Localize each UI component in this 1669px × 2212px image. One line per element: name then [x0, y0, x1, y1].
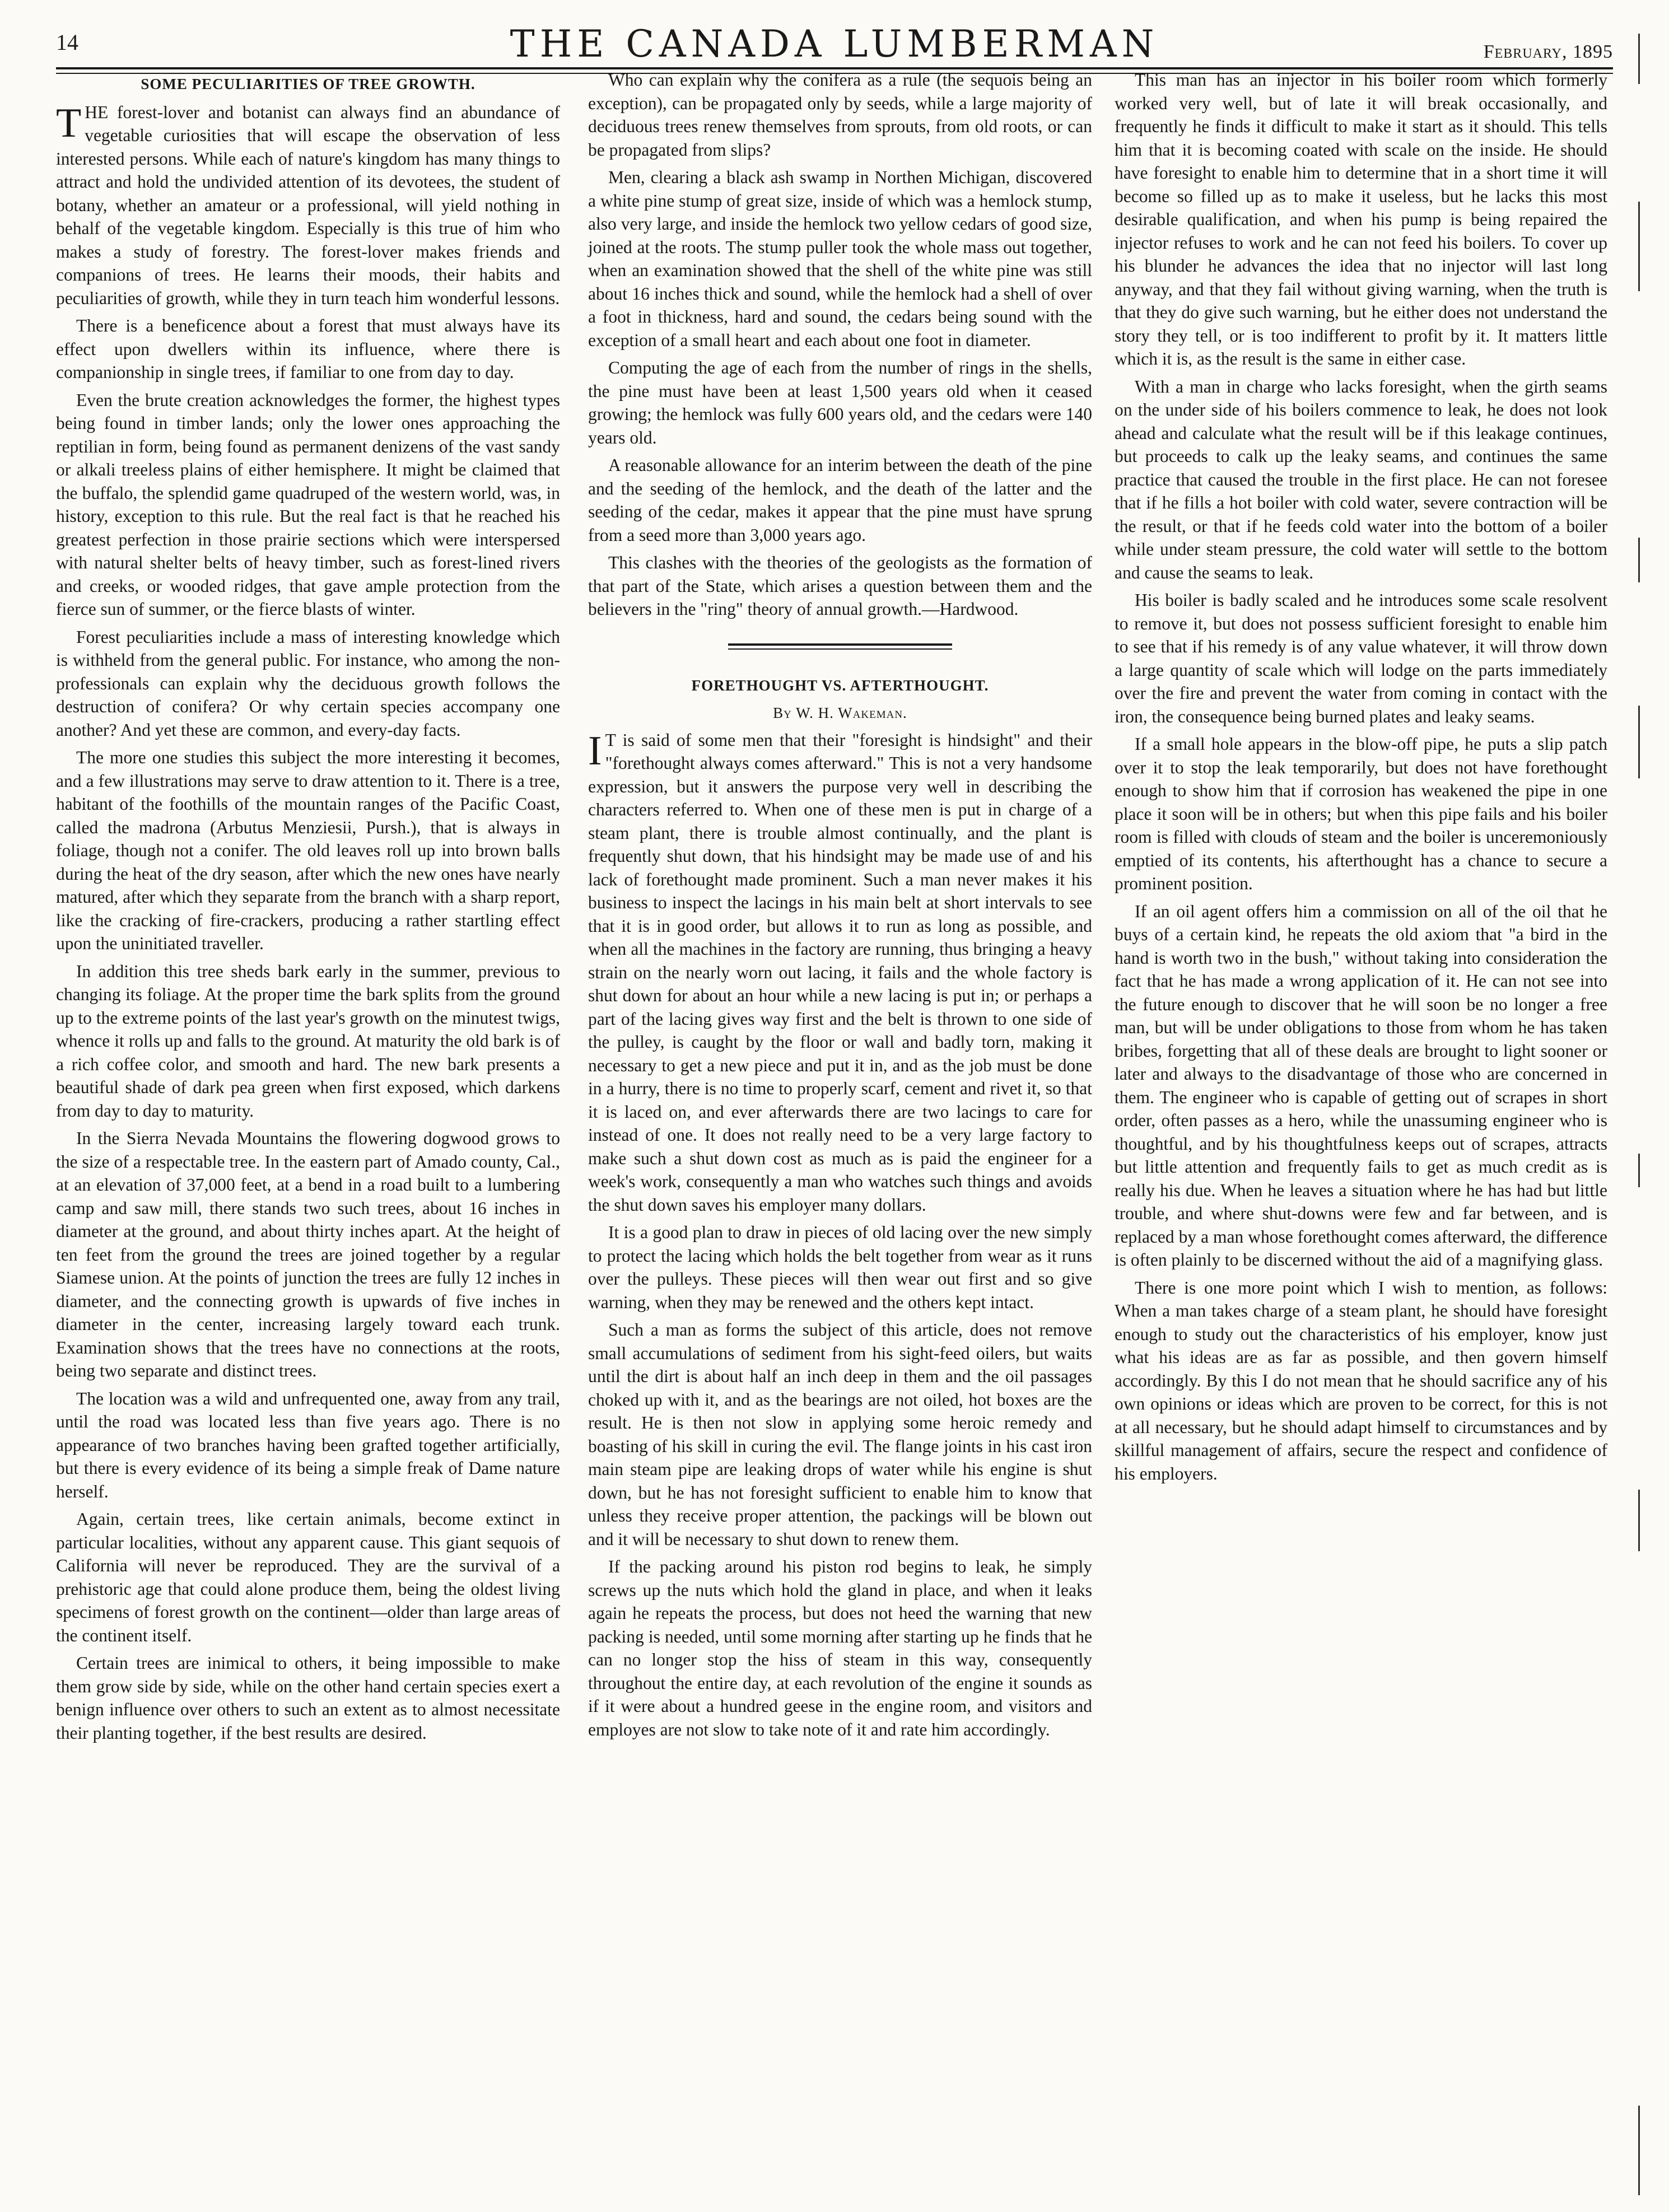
article-paragraph: Certain trees are inimical to others, it being impossible to make them grow side by side, while on the other hand certain species exert a benign influence over others to such an extent as to almost necessitate their planting together, if the best results are desired. — [56, 1653, 560, 1743]
article-paragraph: With a man in charge who lacks foresight, when the girth seams on the under side of his boilers commence to leak, he does not look ahead and calculate what the result will be if this leakage continues, but proceeds to calk up the leaky seams, and continues the same practice that caused the trouble in the first place. He can not foresee that if he fills a hot boiler with cold water, severe contraction will be the result, or that if he feeds cold water into the bottom of a boiler while under steam pressure, the cold water will settle to the bottom and cause the seams to leak. — [1115, 376, 1607, 582]
article-title: SOME PECULIARITIES OF TREE GROWTH. — [141, 76, 475, 92]
byline: By W. H. Wakeman. — [773, 704, 907, 721]
column-2 — [588, 68, 1092, 2191]
section-separator — [728, 643, 952, 650]
article-paragraph: If an oil agent offers him a commission on all of the oil that he buys of a certain kind, he repeats the old axiom that "a bird in the hand is worth two in the bush," without taking into consideration the fact that he has made a wrong application of it. He can not see into the future enough to discover that he will soon be no longer a free man, but will be under obligations to those from whom he has taken bribes, forgetting that all of these deals are brought to light sooner or later and always to the disadvantage of those who are concerned in them. The engineer who is capable of getting out of scrapes in short order, often passes as a hero, while the unassuming engineer who is thoughtful, and by his thoughtfulness keeps out of scrapes, attracts but little attention and frequently fails to get as much credit as is really his due. When he leaves a situation where he has had but little trouble, and where shut-downs were few and far between, and is replaced by a man whose forethought comes afterward, the difference is often plainly to be discerned without the aid of a magnifying glass. — [1115, 901, 1607, 1270]
article-paragraph: A reasonable allowance for an interim between the death of the pine and the seeding of the hemlock, and the death of the latter and the seeding of the cedar, makes it appear that the pine must have sprung from a seed more than 3,000 years ago. — [588, 455, 1092, 545]
article-paragraph: His boiler is badly scaled and he introduces some scale resolvent to remove it, but does not possess sufficient foresight to enable him to see that if his remedy is of any value whatever, it will throw down a large quantity of scale which will lodge on the parts immediately over the fire and prevent the water from coming in contact with the iron, the consequence being burned plates and leaky seams. — [1115, 590, 1607, 726]
article-paragraph: Even the brute creation acknowledges the former, the highest types being found in timber lands; only the lower ones approaching the reptilian in form, being found as permanent denizens of the vast sandy or alkali treeless plains of either hemisphere. It might be claimed that the buffalo, the splendid game quadruped of the western world, was, in history, exception to this rule. But the real fact is that he reached his greatest perfection in those prairie sections which were interspersed with natural shelter belts of heavy timber, such as forest-lined rivers and creeks, or wooded ridges, that gave ample protection from the fierce sun of summer, or the fierce blasts of winter. — [56, 390, 560, 619]
page-number: 14 — [56, 30, 78, 55]
masthead — [56, 22, 1613, 66]
article-title: FORETHOUGHT VS. AFTERTHOUGHT. — [691, 676, 989, 694]
article-paragraph: Forest peculiarities include a mass of interesting knowledge which is withheld from the general public. For instance, who among the non-professionals can explain why the deciduous growth follows the destruction of conifera? Or why certain species accompany one another? And yet these are common, and every-day facts. — [56, 627, 560, 740]
page-edge-marks — [1627, 34, 1661, 2195]
article-paragraph: There is one more point which I wish to mention, as follows: When a man takes charge of a steam plant, he should have foresight enough to study out the characteristics of his employer, know just what his ideas are as far as possible, and then govern himself accordingly. By this I do not mean that he should sacrifice any of his own opinions or ideas which are proven to be correct, for this is not at all necessary, but he should adapt himself to circumstances and by skillful management of affairs, secure the respect and confidence of his employers. — [1115, 1277, 1607, 1483]
article-paragraph: In the Sierra Nevada Mountains the flowering dogwood grows to the size of a respectable tree. In the eastern part of Amado county, Cal., at an elevation of 37,000 feet, at a bend in a road built to a lumbering camp and saw mill, there stands two such trees, about 16 inches in diameter at the ground, and about thirty inches apart. At the height of ten feet from the ground the trees are joined together by a regular Siamese union. At the points of junction the trees are fully 12 inches in diameter, and the connecting growth is upwards of five inches in diameter in the center, increasing largely toward each trunk. Examination shows that the trees have no connections at the roots, being two separate and distinct trees. — [56, 1128, 560, 1380]
article-paragraph: Such a man as forms the subject of this article, does not remove small accumulations of sediment from his sight-feed oilers, but waits until the dirt is about half an inch deep in them and the oil passages choked up with it, and as the bearings are not oiled, hot boxes are the result. He is then not slow in applying some heroic remedy and boasting of his skill in curing the evil. The flange joints in his cast iron main steam pipe are leaking drops of water while his engine is shut down, but he has not foresight sufficient to enable him to know that unless they receive proper attention, the packings will be blown out and it will be necessary to shut down to renew them. — [588, 1320, 1092, 1549]
drop-cap: T — [56, 100, 82, 146]
article-paragraph: Again, certain trees, like certain animals, become extinct in particular localities, without any apparent cause. This giant sequois of California will never be reproduced. They are the survival of a prehistoric age that could alone produce them, being the oldest living specimens of forest growth on the continent—older than large areas of the continent itself. — [56, 1509, 560, 1645]
article-paragraph: If a small hole appears in the blow-off pipe, he puts a slip patch over it to stop the leak temporarily, but does not have forethought enough to show him that if corrosion has weakened the pipe in one place it soon will be in others; but when this pipe fails and his boiler room is filled with clouds of steam and the boiler is unceremoniously emptied of its contents, his afterthought has a chance to secure a prominent position. — [1115, 734, 1607, 893]
article-paragraph: The more one studies this subject the more interesting it becomes, and a few illustrations may serve to draw attention to it. There is a tree, habitant of the foothills of the mountain ranges of the Pacific Coast, called the madrona (Arbutus Menziesii, Pursh.), that is always in foliage, though not a conifer. The old leaves roll up into brown balls during the heat of the dry season, after which the new ones have nearly matured, after which they separate from the branch with a sharp report, like the cracking of fire-crackers, producing a rather startling effect upon the uninitiated traveller. — [56, 748, 560, 953]
article-paragraph: There is a beneficence about a forest that must always have its effect upon dwellers within its influence, where there is companionship in single trees, if familiar to one from day to day. — [56, 316, 560, 382]
article-paragraph: The location was a wild and unfrequented one, away from any trail, until the road was located less than five years ago. There is no appearance of two branches having been grafted together artificially, but there is every evidence of its being a simple freak of Dame nature herself. — [56, 1388, 560, 1501]
article-paragraph: Computing the age of each from the number of rings in the shells, the pine must have been at least 1,500 years old when it ceased growing; the hemlock was fully 600 years old, and the cedars were 140 years old. — [588, 358, 1092, 447]
article-paragraph: It is a good plan to draw in pieces of old lacing over the new simply to protect the lacing which holds the belt together from wear as it runs over the pulleys. These pieces will then wear out first and so give warning, when they may be renewed and the others kept intact. — [588, 1222, 1092, 1312]
article-paragraph: If the packing around his piston rod begins to leak, he simply screws up the nuts which hold the gland in place, and when it leaks again he repeats the process, but does not heed the warning that new packing is needed, until some morning after starting up he finds that he can no longer stop the hiss of steam in this way, consequently throughout the entire day, at each revolution of the engine it sounds as if it were about a hundred geese in the engine room, and visitors and employes are not slow to take note of it and rate him accordingly. — [588, 1557, 1092, 1739]
column-3 — [1115, 68, 1607, 2191]
drop-cap: I — [588, 727, 602, 774]
article-paragraph: This clashes with the theories of the geologists as the formation of that part of the State, which arises a question between them and the believers in the "ring" theory of annual growth.—Hardwood. — [588, 553, 1092, 619]
column-1 — [56, 68, 560, 2191]
article-paragraph: Who can explain why the conifera as a rule (the sequois being an exception), can be propagated only by seeds, while a large majority of deciduous trees renew themselves from sprouts, from old roots, or can be propagated from slips? — [588, 70, 1092, 160]
article-paragraph: This man has an injector in his boiler room which formerly worked very well, but of late it will break occasionally, and frequently he finds it difficult to make it start as it should. This tells him that it is becoming coated with scale on the inside. He should have foresight to enable him to determine that in a short time it will become so filled up as to make it useless, but he lacks this most desirable qualification, and when his pump is being repaired the injector refuses to work and he can not feed his boilers. To cover up his blunder he advances the idea that no injector will last long anyway, and that they fail without giving warning, when the truth is that they do give such warning, but he either does not understand the story they tell, or is too indifferent to profit by it. It matters little which it is, as the result is the same in either case. — [1115, 70, 1607, 368]
article-paragraph: Men, clearing a black ash swamp in Northen Michigan, discovered a white pine stump of great size, inside of which was a hemlock stump, also very large, and inside the hemlock two yellow cedars of good size, joined at the roots. The stump puller took the whole mass out together, when an examination showed that the shell of the white pine was still about 16 inches thick and sound, while the hemlock had a shell of over a foot in thickness, hard and sound, the cedars being sound with the exception of a small heart and each about one foot in diameter. — [588, 167, 1092, 350]
issue-date: February, 1895 — [1483, 41, 1613, 62]
article-paragraph: I T is said of some men that their "foresight is hindsight" and their "forethought always comes afterward." This is not a very handsome expression, but it answers the purpose very well in describing the characters referred to. When one of these men is put in charge of a steam plant, there is trouble almost continually, and the plant is frequently shut down, that his hindsight may be made use of and his lack of forethought made prominent. Such a man never makes it his business to inspect the lacings in his main belt at short intervals to see that it is in good order, but allows it to run as long as possible, and when all the machines in the factory are running, thus bringing a heavy strain on the nearly worn out lacing, it fails and the whole factory is shut down for about an hour while a new lacing is put in; or perhaps a part of the lacing gives way first and the belt is thrown to one side of the pulley, is caught by the floor or wall and badly torn, making it necessary to get a new piece and put it in, and as the job must be done in a hurry, there is no time to properly scarf, cement and rivet it, so that it is laced on, and ever afterwards there are two lacings to care for instead of one. It does not really need to be a very large factory to make such a shut down cost as much as is paid the engineer for a week's work, consequently a man who watches such things and avoids the shut down saves his employer many dollars. — [588, 727, 1092, 1215]
publication-title: THE CANADA LUMBERMAN — [510, 22, 1159, 66]
article-paragraph: In addition this tree sheds bark early in the summer, previous to changing its foliage. At the proper time the bark splits from the ground up to the extreme points of the last year's growth on the minutest twigs, whence it rolls up and falls to the ground. At maturity the old bark is of a rich coffee color, and smooth and hard. The new bark presents a beautiful shade of dark pea green when first exposed, which darkens from day to day to maturity. — [56, 961, 560, 1121]
article-paragraph: THE forest-lover and botanist can always find an abundance of vegetable curiosities that will escape the observation of less interested persons. While each of nature's kingdom has many things to attract and hold the undivided attention of its devotees, the student of botany, whether an amateur or a professional, will yield nothing in behalf of the vegetable kingdom. Especially is this true of him who makes a study of forestry. The forest-lover makes friends and companions of trees. He learns their moods, their habits and peculiarities of growth, while they in turn teach him wonderful lessons. — [56, 100, 560, 308]
